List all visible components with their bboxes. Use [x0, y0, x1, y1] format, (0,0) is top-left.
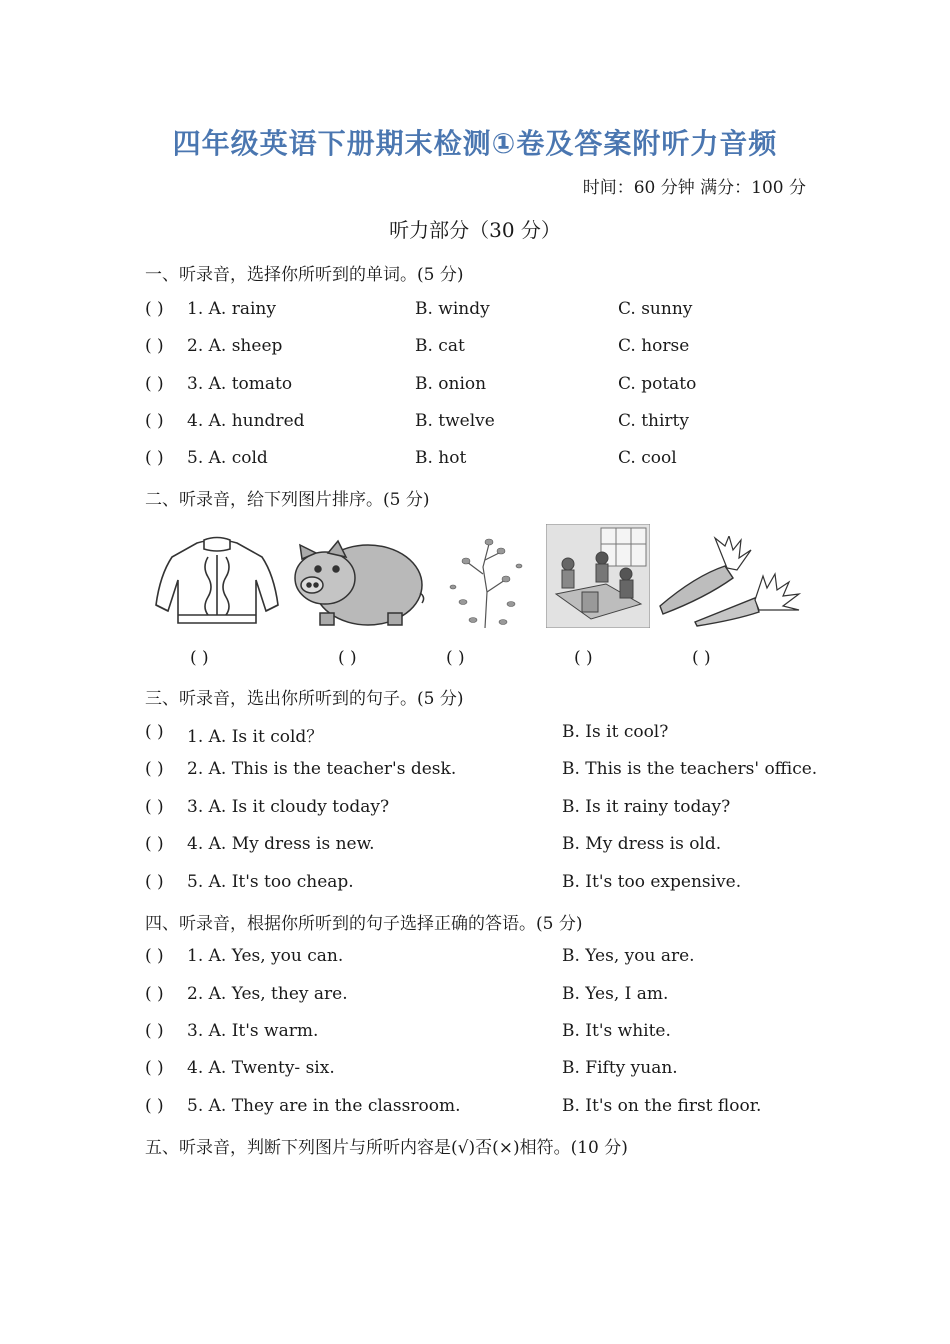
option-a: 3. A. Is it cloudy today?: [187, 797, 390, 817]
carrots-picture: [655, 536, 805, 630]
order-blank: ( ): [574, 648, 593, 668]
answer-paren: ( ): [145, 946, 164, 966]
section-2-heading: 二、听录音，给下列图片排序。(5 分): [145, 490, 430, 510]
option-a: 1. A. Is it cold？: [187, 727, 324, 747]
office-picture: [546, 524, 650, 628]
option-a: 1. A. rainy: [187, 299, 276, 319]
answer-paren: ( ): [145, 984, 164, 1004]
option-b: B. Yes, I am.: [562, 984, 669, 1004]
section-4-heading: 四、听录音，根据你所听到的句子选择正确的答语。(5 分): [145, 914, 583, 934]
option-a: 2. A. sheep: [187, 336, 283, 356]
answer-paren: ( ): [145, 448, 164, 468]
answer-paren: ( ): [145, 411, 164, 431]
option-b: B. onion: [415, 374, 487, 394]
option-c: C. horse: [618, 336, 690, 356]
part-title: 听力部分（30 分）: [389, 218, 561, 242]
option-a: 4. A. hundred: [187, 411, 305, 431]
option-b: B. Is it cool?: [562, 722, 669, 742]
option-a: 2. A. This is the teacher's desk.: [187, 759, 457, 779]
option-a: 3. A. It's warm.: [187, 1021, 319, 1041]
option-c: C. thirty: [618, 411, 689, 431]
answer-paren: ( ): [145, 1021, 164, 1041]
answer-paren: ( ): [145, 872, 164, 892]
order-blank: ( ): [338, 648, 357, 668]
picture-strip: [150, 530, 810, 630]
answer-paren: ( ): [145, 722, 164, 742]
answer-paren: ( ): [145, 759, 164, 779]
order-blank: ( ): [692, 648, 711, 668]
answer-paren: ( ): [145, 336, 164, 356]
option-b: B. Is it rainy today?: [562, 797, 731, 817]
answer-paren: ( ): [145, 797, 164, 817]
section-5-heading: 五、听录音，判断下列图片与所听内容是(√)否(×)相符。(10 分): [145, 1138, 628, 1158]
sweater-picture: [152, 535, 282, 630]
option-a: 2. A. Yes, they are.: [187, 984, 348, 1004]
option-a: 5. A. It's too cheap.: [187, 872, 354, 892]
section-3-heading: 三、听录音，选出你所听到的句子。(5 分): [145, 689, 464, 709]
pig-picture: [290, 533, 425, 630]
order-blank: ( ): [190, 648, 209, 668]
option-a: 1. A. Yes, you can.: [187, 946, 344, 966]
section-1-heading: 一、听录音，选择你所听到的单词。(5 分): [145, 265, 464, 285]
option-a: 5. A. cold: [187, 448, 268, 468]
option-b: B. windy: [415, 299, 490, 319]
tree-picture: [443, 532, 533, 630]
order-blank: ( ): [446, 648, 465, 668]
option-c: C. cool: [618, 448, 677, 468]
exam-meta: 时间：60 分钟 满分：100 分: [582, 178, 806, 198]
answer-paren: ( ): [145, 299, 164, 319]
page-title: 四年级英语下册期末检测①卷及答案附听力音频: [172, 127, 778, 160]
option-c: C. potato: [618, 374, 697, 394]
option-a: 4. A. Twenty- six.: [187, 1058, 335, 1078]
answer-paren: ( ): [145, 1058, 164, 1078]
option-a: 5. A. They are in the classroom.: [187, 1096, 461, 1116]
option-b: B. twelve: [415, 411, 495, 431]
option-b: B. hot: [415, 448, 467, 468]
option-a: 4. A. My dress is new.: [187, 834, 375, 854]
option-b: B. This is the teachers' office.: [562, 759, 818, 779]
answer-paren: ( ): [145, 374, 164, 394]
option-b: B. It's white.: [562, 1021, 671, 1041]
option-b: B. It's too expensive.: [562, 872, 742, 892]
answer-paren: ( ): [145, 834, 164, 854]
option-a: 3. A. tomato: [187, 374, 293, 394]
option-b: B. Fifty yuan.: [562, 1058, 678, 1078]
option-b: B. cat: [415, 336, 465, 356]
option-b: B. Yes, you are.: [562, 946, 695, 966]
option-b: B. My dress is old.: [562, 834, 722, 854]
option-b: B. It's on the first floor.: [562, 1096, 762, 1116]
option-c: C. sunny: [618, 299, 693, 319]
answer-paren: ( ): [145, 1096, 164, 1116]
